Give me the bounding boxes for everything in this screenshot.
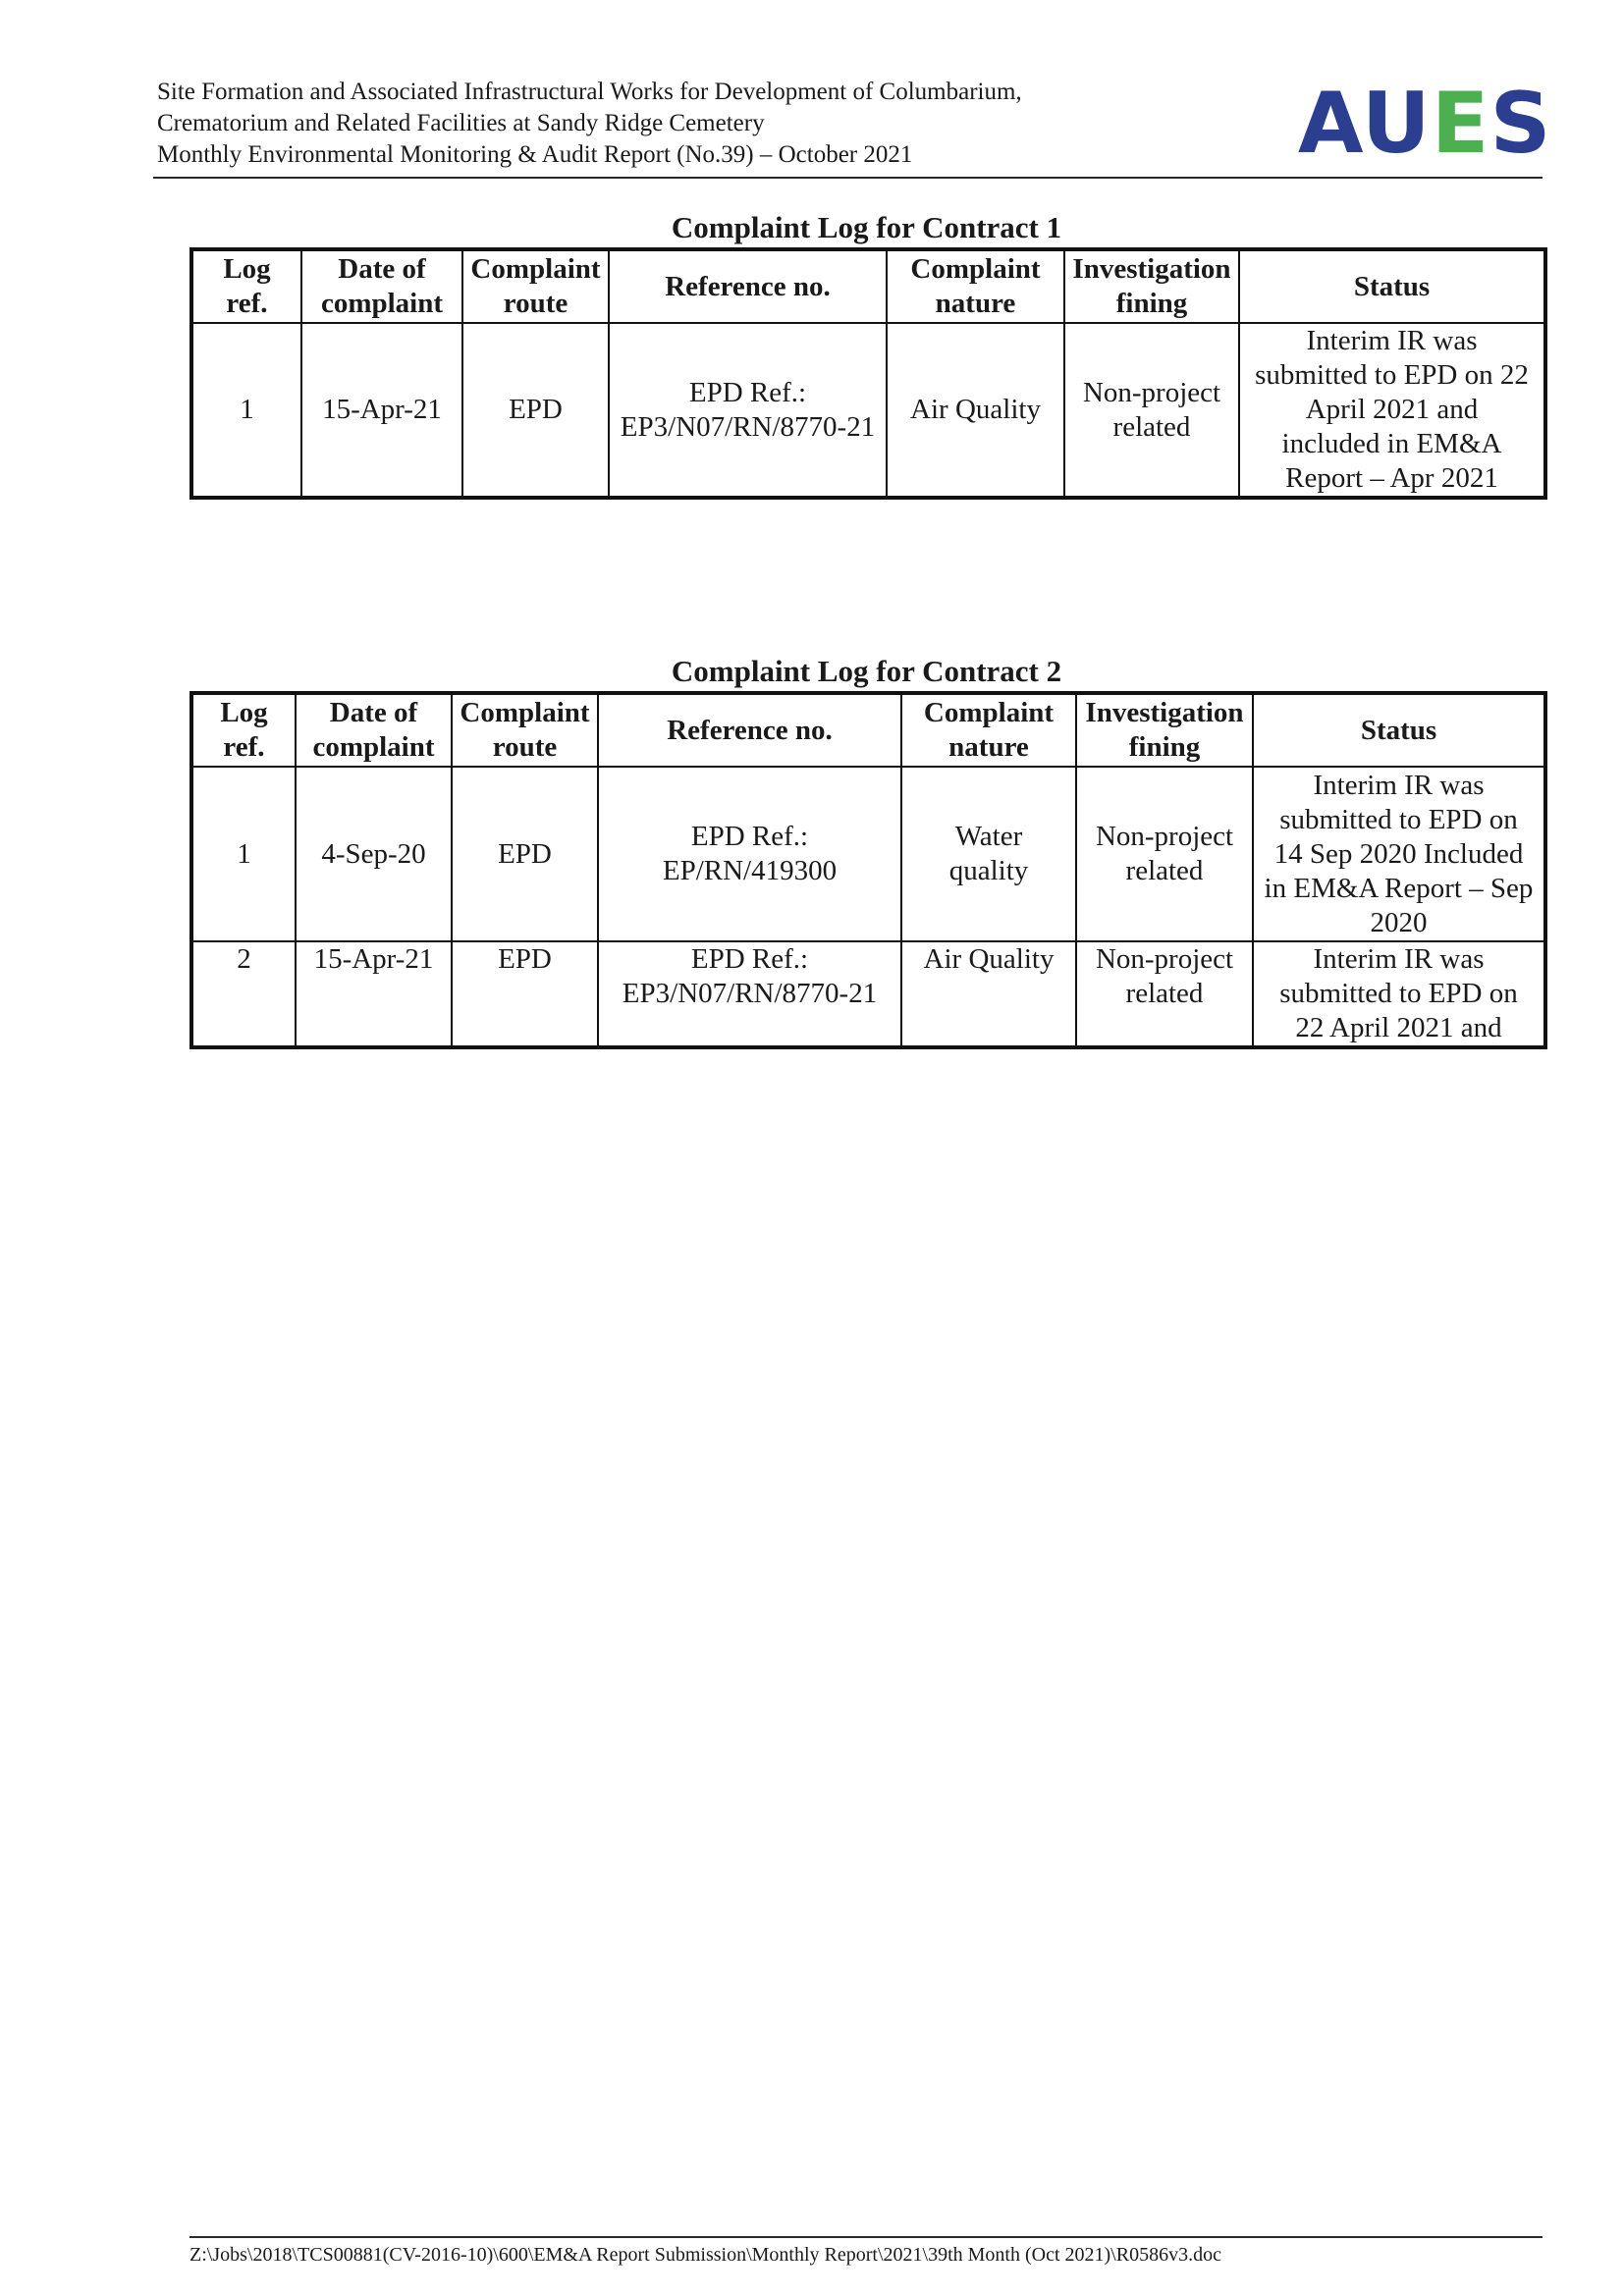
table-row	[191, 941, 1545, 1047]
header-title-line-1: Site Formation and Associated Infrastructural Works for Development of Columbarium,	[157, 79, 1022, 105]
table-row	[191, 323, 1545, 498]
logo-letter-e: E	[1431, 75, 1490, 173]
col-investigation-fining: Investigation fining	[1076, 693, 1253, 767]
logo-letter-a: A	[1298, 75, 1362, 173]
col-status: Status	[1253, 693, 1545, 767]
logo-letter-s: S	[1489, 75, 1552, 173]
col-log-ref: Log ref.	[191, 693, 296, 767]
col-log-ref: Log ref.	[191, 249, 301, 323]
cell-nature: Air Quality	[901, 941, 1076, 1047]
cell-date: 15-Apr-21	[301, 323, 462, 498]
header-divider	[153, 177, 1543, 179]
cell-log-ref: 1	[191, 767, 296, 941]
cell-reference: EPD Ref.: EP/RN/419300	[598, 767, 901, 941]
cell-investigation: Non-project related	[1064, 323, 1239, 498]
table-header-row	[191, 249, 1545, 323]
complaint-log-table-contract-2	[189, 691, 1547, 1049]
col-complaint-route: Complaint route	[452, 693, 598, 767]
cell-reference: EPD Ref.: EP3/N07/RN/8770-21	[598, 941, 901, 1047]
cell-date: 15-Apr-21	[296, 941, 452, 1047]
cell-nature: Air Quality	[887, 323, 1064, 498]
col-reference-no: Reference no.	[598, 693, 901, 767]
table-1-caption: Complaint Log for Contract 1	[671, 210, 1062, 244]
header-title-line-3: Monthly Environmental Monitoring & Audit Report (No.39) – October 2021	[157, 141, 913, 168]
cell-investigation: Non-project related	[1076, 767, 1253, 941]
cell-route: EPD	[462, 323, 609, 498]
col-complaint-nature: Complaint nature	[901, 693, 1076, 767]
col-complaint-nature: Complaint nature	[887, 249, 1064, 323]
aues-logo	[1298, 77, 1551, 171]
table-row	[191, 767, 1545, 941]
cell-status: Interim IR was submitted to EPD on 22 April 2021 and included in EM&A Report – Apr 2021	[1239, 323, 1545, 498]
col-investigation-fining: Investigation fining	[1064, 249, 1239, 323]
cell-status: Interim IR was submitted to EPD on 14 Sep 2020 Included in EM&A Report – Sep 2020	[1253, 767, 1545, 941]
cell-status: Interim IR was submitted to EPD on 22 April 2021 and	[1253, 941, 1545, 1047]
table-2-caption: Complaint Log for Contract 2	[671, 654, 1062, 688]
complaint-log-table-contract-1	[189, 247, 1547, 500]
col-date-of-complaint: Date of complaint	[301, 249, 462, 323]
cell-date: 4-Sep-20	[296, 767, 452, 941]
table-header-row	[191, 693, 1545, 767]
cell-route: EPD	[452, 767, 598, 941]
col-complaint-route: Complaint route	[462, 249, 609, 323]
cell-route: EPD	[452, 941, 598, 1047]
cell-reference: EPD Ref.: EP3/N07/RN/8770-21	[609, 323, 887, 498]
cell-log-ref: 2	[191, 941, 296, 1047]
footer-file-path: Z:\Jobs\2018\TCS00881(CV-2016-10)\600\EM&A Report Submission\Monthly Report\2021\39th Month (Oct 2021)\R0586v3.doc	[189, 2244, 1221, 2266]
logo-letter-u: U	[1361, 75, 1432, 173]
col-status: Status	[1239, 249, 1545, 323]
cell-log-ref: 1	[191, 323, 301, 498]
footer-divider	[189, 2236, 1543, 2238]
col-date-of-complaint: Date of complaint	[296, 693, 452, 767]
col-reference-no: Reference no.	[609, 249, 887, 323]
cell-nature: Water quality	[901, 767, 1076, 941]
cell-investigation: Non-project related	[1076, 941, 1253, 1047]
header-title-line-2: Crematorium and Related Facilities at Sandy Ridge Cemetery	[157, 110, 765, 136]
